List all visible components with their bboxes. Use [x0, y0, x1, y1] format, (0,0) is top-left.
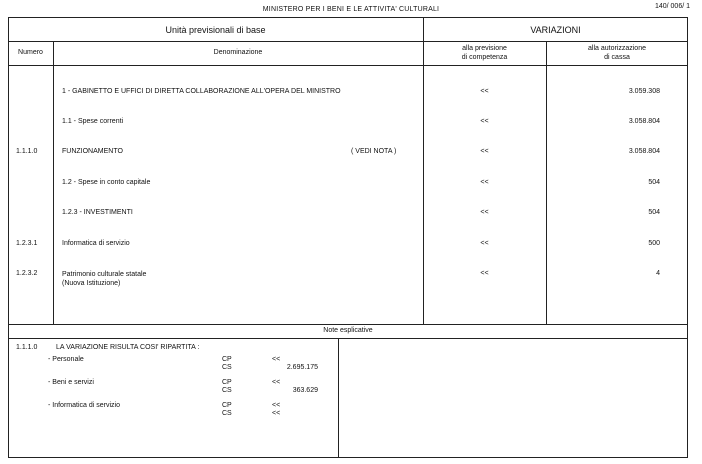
row-denominazione: Informatica di servizio — [62, 240, 130, 247]
note-item-cp-value: << — [272, 356, 281, 363]
row-note: ( VEDI NOTA ) — [351, 148, 397, 155]
note-item-cp: CP — [222, 379, 232, 386]
notes-heading: LA VARIAZIONE RISULTA COSI' RIPARTITA : — [56, 344, 200, 351]
row-previsione: << — [480, 148, 489, 155]
note-item-cs: CS — [222, 364, 232, 371]
note-item-cs: CS — [222, 387, 232, 394]
row-denominazione: 1.2 - Spese in conto capitale — [62, 179, 151, 186]
rule-h-colheads — [8, 65, 688, 66]
note-item-cs-value: 363.629 — [292, 387, 318, 394]
row-denominazione: 1 - GABINETTO E UFFICI DI DIRETTA COLLABORAZIONE ALL'OPERA DEL MINISTRO — [62, 88, 341, 95]
note-item-label: - Personale — [48, 356, 84, 363]
note-item-cs-value: << — [272, 410, 281, 417]
row-cassa: 504 — [648, 209, 660, 216]
row-previsione: << — [480, 179, 489, 186]
row-previsione: << — [480, 118, 489, 125]
row-numero: 1.2.3.2 — [16, 270, 38, 277]
rule-h-notes-title — [8, 338, 688, 339]
col-cassa: alla autorizzazione di cassa — [588, 45, 646, 61]
rule-v-notes — [338, 338, 339, 458]
row-numero: 1.2.3.1 — [16, 240, 38, 247]
row-cassa: 3.058.804 — [628, 148, 660, 155]
note-item-cs: CS — [222, 410, 232, 417]
ministry-title: MINISTERO PER I BENI E LE ATTIVITA' CULTURALI — [262, 6, 440, 13]
row-cassa: 3.058.804 — [628, 118, 660, 125]
row-previsione: << — [480, 270, 489, 277]
row-cassa: 500 — [648, 240, 660, 247]
row-cassa: 504 — [648, 179, 660, 186]
row-numero: 1.1.1.0 — [16, 148, 38, 155]
note-item-cp: CP — [222, 402, 232, 409]
note-item-label: - Informatica di servizio — [48, 402, 120, 409]
col-numero: Numero — [18, 49, 43, 56]
note-item-cp: CP — [222, 356, 232, 363]
page-reference: 140/ 006/ 1 — [654, 3, 690, 10]
rule-h-notes-top — [8, 324, 688, 325]
row-previsione: << — [480, 88, 489, 95]
note-item-cp-value: << — [272, 402, 281, 409]
row-denominazione: FUNZIONAMENTO — [62, 148, 123, 155]
group-title: Unità previsionali di base — [165, 25, 266, 35]
row-denominazione: 1.1 - Spese correnti — [62, 118, 124, 125]
rule-h-variazioni — [423, 41, 688, 42]
col-denominazione: Denominazione — [213, 49, 263, 56]
notes-code: 1.1.1.0 — [16, 344, 38, 351]
row-previsione: << — [480, 209, 489, 216]
row-denominazione: Patrimonio culturale statale (Nuova Istituzione) — [62, 271, 147, 287]
note-item-cs-value: 2.695.175 — [286, 364, 318, 371]
row-cassa: 3.059.308 — [628, 88, 660, 95]
row-denominazione: 1.2.3 - INVESTIMENTI — [62, 209, 133, 216]
notes-title: Note esplicative — [323, 327, 373, 334]
variazioni-title: VARIAZIONI — [530, 25, 581, 35]
document-frame — [8, 17, 688, 458]
row-previsione: << — [480, 240, 489, 247]
note-item-label: - Beni e servizi — [48, 379, 94, 386]
rule-v-numero — [53, 41, 54, 324]
row-cassa: 4 — [656, 270, 660, 277]
rule-v-variazioni — [423, 17, 424, 324]
note-item-cp-value: << — [272, 379, 281, 386]
col-previsione: alla previsione di competenza — [461, 45, 508, 61]
